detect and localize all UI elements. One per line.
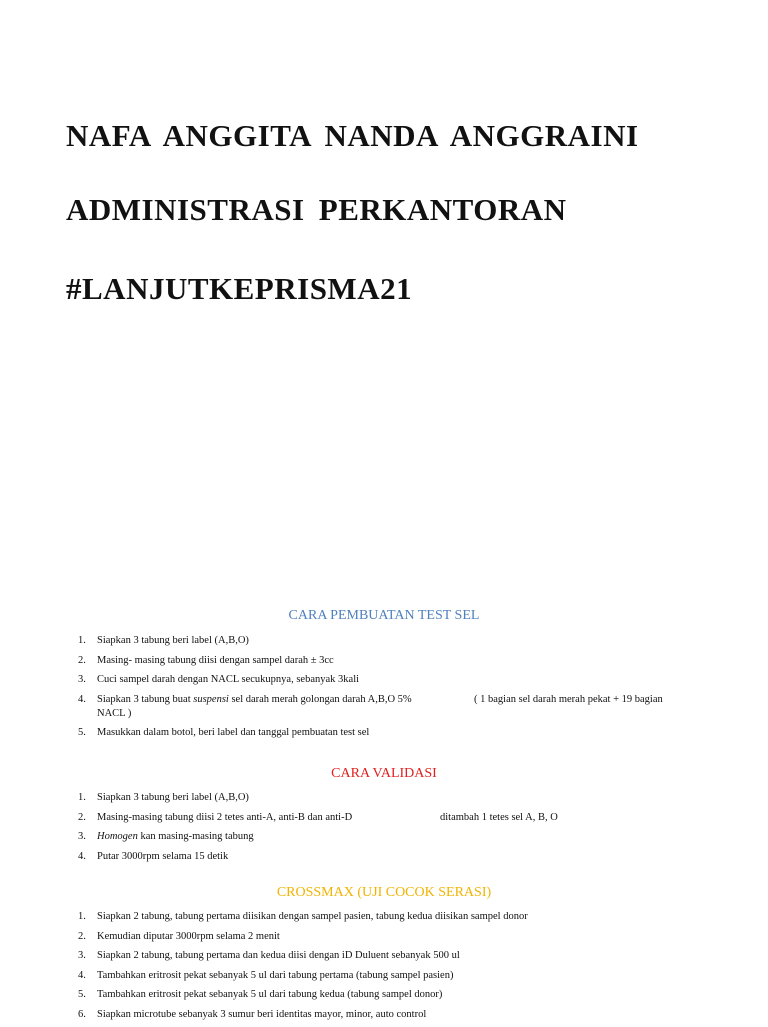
list-item — [0, 811, 687, 825]
list-number: 1. — [78, 911, 86, 922]
list-text: Tambahkan eritrosit pekat sebanyak 5 ul dari tabung pertama (tabung sampel pasien) — [97, 969, 454, 981]
list-text: Kemudian diputar 3000rpm selama 2 menit — [97, 930, 280, 942]
list-text-right: ditambah 1 tetes sel A, B, O — [440, 811, 558, 823]
list-item — [0, 830, 687, 844]
list-number: 2. — [78, 930, 86, 942]
list-item — [0, 930, 687, 944]
list-item — [0, 949, 687, 963]
list-text-right: ( 1 bagian sel darah merah pekat + 19 bagian — [474, 693, 663, 705]
list-number: 5. — [78, 727, 86, 738]
list-text: Siapkan 3 tabung beri label (A,B,O) — [97, 792, 249, 803]
section-title-crossmax: CROSSMAX (UJI COCOK SERASI) — [276, 885, 492, 900]
list-item — [0, 969, 687, 983]
list-item — [0, 988, 687, 1002]
list-text-post: kan masing-masing tabung — [137, 831, 254, 842]
list-number: 4. — [78, 969, 86, 981]
list-number: 3. — [78, 950, 86, 961]
list-number: 4. — [78, 693, 86, 705]
list-item — [0, 654, 687, 668]
list-item — [0, 791, 687, 805]
list-number: 3. — [78, 831, 86, 842]
list-number: 1. — [78, 635, 86, 646]
list-text: Cuci sampel darah dengan NACL secukupnya, sebanyak 3kali — [97, 674, 360, 685]
list-text-continuation: NACL ) — [97, 707, 132, 719]
list-text-italic: Homogen — [97, 831, 138, 842]
section-title-test-sel: CARA PEMBUATAN TEST SEL — [288, 608, 480, 623]
section-title-validasi: CARA VALIDASI — [331, 766, 437, 781]
list-item — [0, 1008, 687, 1022]
list-item — [0, 693, 687, 721]
list-number: 6. — [78, 1008, 86, 1020]
list-number: 2. — [78, 654, 86, 666]
list-item — [0, 726, 687, 740]
list-text: Masing-masing tabung diisi 2 tetes anti-A, anti-B dan anti-D — [97, 811, 353, 823]
list-text-italic: suspensi — [193, 693, 229, 705]
list-text-pre: Siapkan 3 tabung buat — [97, 693, 194, 705]
list-text: Masukkan dalam botol, beri label dan tanggal pembuatan test sel — [97, 727, 370, 738]
list-item — [0, 910, 687, 924]
list-text: Tambahkan eritrosit pekat sebanyak 5 ul dari tabung kedua (tabung sampel donor) — [97, 989, 443, 1000]
validasi-steps — [0, 791, 687, 869]
list-text: Siapkan 3 tabung beri label (A,B,O) — [97, 635, 249, 646]
list-number: 1. — [78, 792, 86, 803]
list-number: 4. — [78, 850, 86, 862]
list-text-post: sel darah merah golongan darah A,B,O 5% — [228, 693, 412, 705]
list-number: 2. — [78, 811, 86, 823]
test-sel-steps — [0, 634, 687, 746]
list-item — [0, 634, 687, 648]
author-name: NAFA ANGGITA NANDA ANGGRAINI — [66, 118, 639, 153]
list-text: Siapkan 2 tabung, tabung pertama diisikan dengan sampel pasien, tabung kedua diisikan sampel donor — [97, 911, 528, 922]
list-item — [0, 850, 687, 864]
crossmax-steps — [0, 910, 687, 1027]
list-text: Putar 3000rpm selama 15 detik — [97, 850, 229, 862]
list-text: Masing- masing tabung diisi dengan sampel darah ± 3cc — [97, 654, 334, 666]
department-name: ADMINISTRASI PERKANTORAN — [66, 192, 567, 227]
list-number: 5. — [78, 989, 86, 1000]
list-text: Siapkan 2 tabung, tabung pertama dan kedua diisi dengan iD Duluent sebanyak 500 ul — [97, 950, 460, 961]
list-item — [0, 673, 687, 687]
hashtag: #LANJUTKEPRISMA21 — [66, 271, 413, 306]
list-number: 3. — [78, 674, 86, 685]
list-text: Siapkan microtube sebanyak 3 sumur beri identitas mayor, minor, auto control — [97, 1008, 427, 1020]
